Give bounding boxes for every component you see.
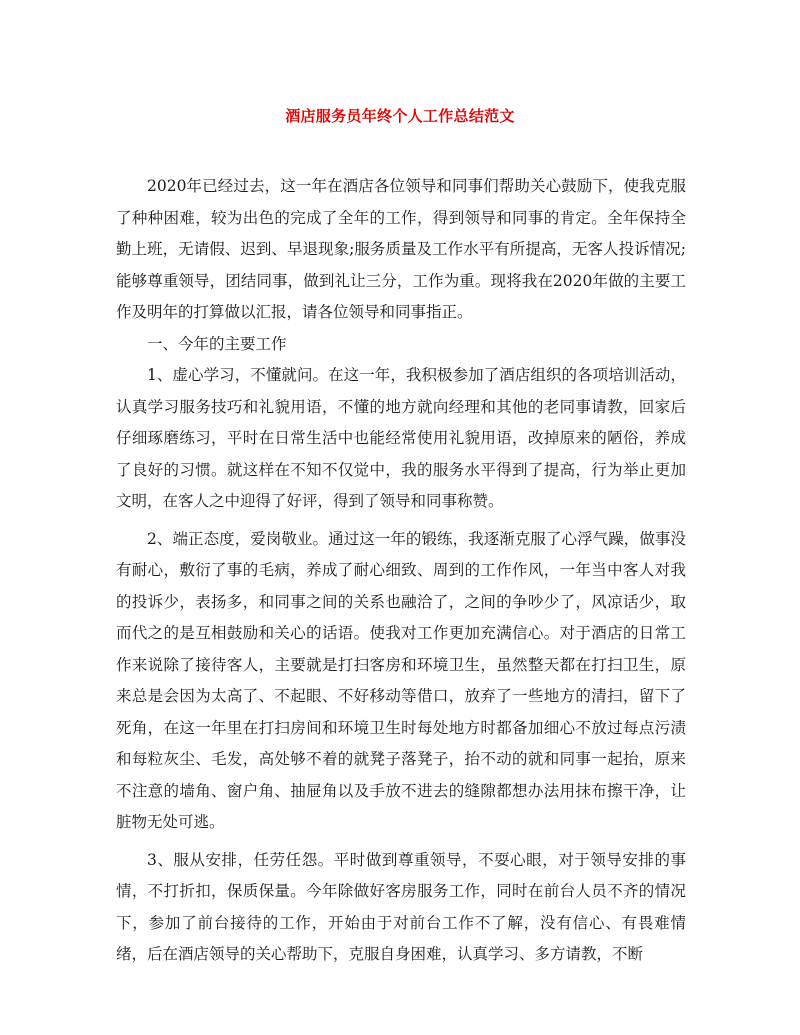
section-heading: 一、今年的主要工作 [147, 334, 287, 353]
paragraph-intro: 2020年已经过去，这一年在酒店各位领导和同事们帮助关心鼓励下，使我克服了种种困难，较为出色的完成了全年的工作，得到领导和同事的肯定。全年保持全勤上班，无请假、迟到、早退现象;服务质量及工作水平有所提高，无客人投诉情况;能够尊重领导，团结同事，做到礼让三分，工作为重。现将我在2020年做的主要工作及明年的打算做以汇报，请各位领导和同事指正。 [116, 177, 686, 321]
paragraph-item-2: 2、端正态度，爱岗敬业。通过这一年的锻练，我逐渐克服了心浮气躁，做事没有耐心，敷衍了事的毛病，养成了耐心细致、周到的工作作风，一年当中客人对我的投诉少，表扬多，和同事之间的关系也融洽了，之间的争吵少了，风凉话少，取而代之的是互相鼓励和关心的话语。使我对工作更加充满信心。对于酒店的日常工作来说除了接待客人，主要就是打扫客房和环境卫生，虽然整天都在打扫卫生，原来总是会因为太高了、不起眼、不好移动等借口，放弃了一些地方的清扫，留下了死角，在这一年里在打扫房间和环境卫生时每处地方时都备加细心不放过每点污渍和每粒灰尘、毛发，高处够不着的就凳子落凳子，抬不动的就和同事一起抬，原来不注意的墙角、窗户角、抽屉角以及手放不进去的缝隙都想办法用抹布擦干净，让脏物无处可逃。 [116, 529, 686, 831]
document-body [116, 171, 686, 971]
paragraph-item-3: 3、服从安排，任劳任怨。平时做到尊重领导，不耍心眼，对于领导安排的事情，不打折扣，保质保量。今年除做好客房服务工作，同时在前台人员不齐的情况下，参加了前台接待的工作，开始由于对前台工作不了解，没有信心、有畏难情绪，后在酒店领导的关心帮助下，克服自身困难，认真学习、多方请教，不断 [116, 850, 686, 963]
document-title: 酒店服务员年终个人工作总结范文 [285, 107, 515, 125]
paragraph-item-1: 1、虚心学习，不懂就问。在这一年，我积极参加了酒店组织的各项培训活动，认真学习服务技巧和礼貌用语，不懂的地方就向经理和其他的老同事请教，回家后仔细琢磨练习，平时在日常生活中也能经常使用礼貌用语，改掉原来的陋俗，养成了良好的习惯。就这样在不知不仅觉中，我的服务水平得到了提高，行为举止更加文明，在客人之中迎得了好评，得到了领导和同事称赞。 [116, 366, 686, 510]
